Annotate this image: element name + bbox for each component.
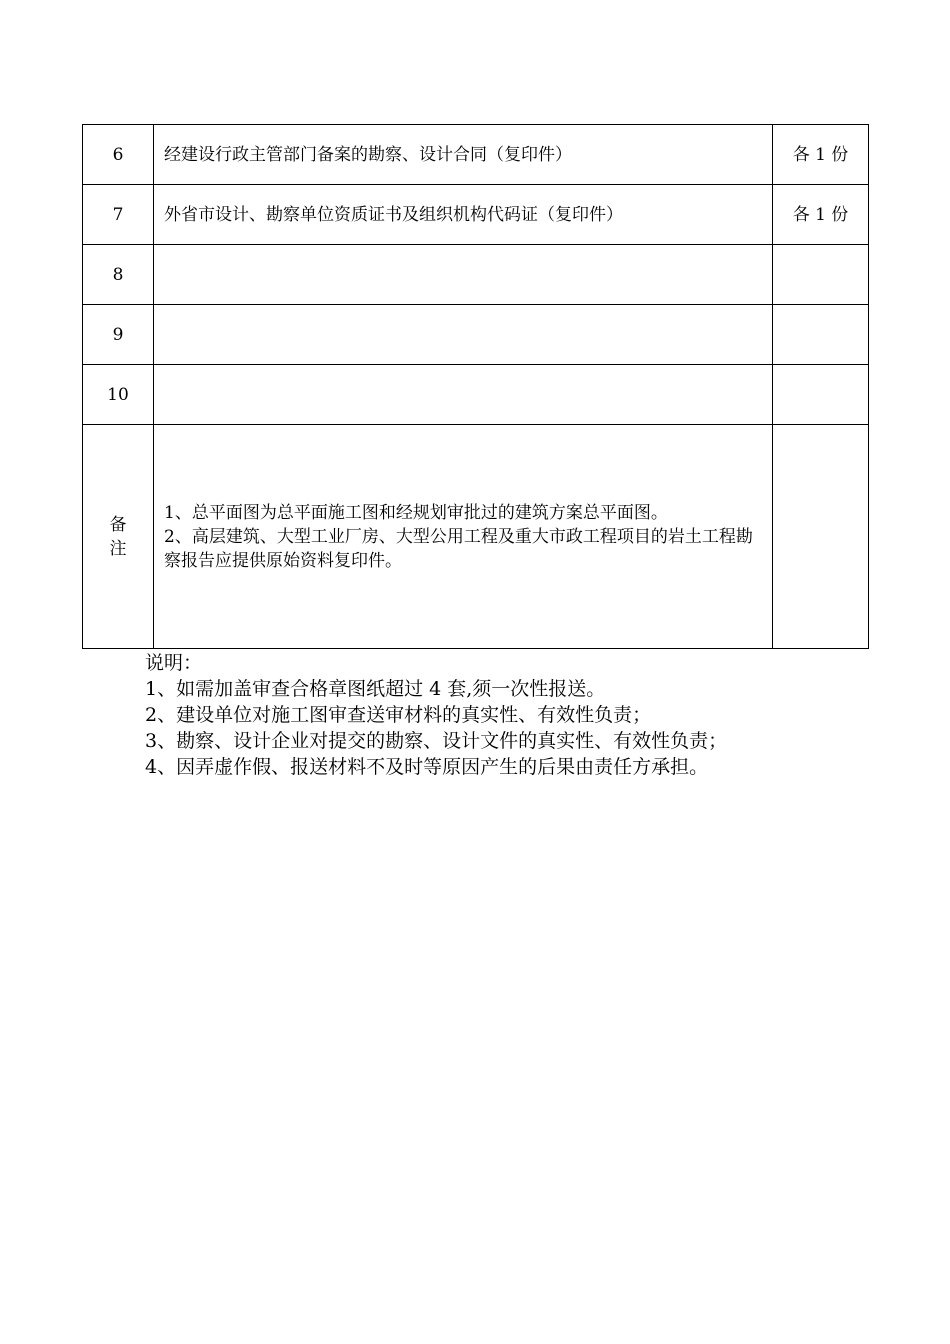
materials-table [82, 124, 869, 649]
material-name [154, 245, 773, 305]
row-number: 7 [83, 185, 154, 245]
row-number: 8 [83, 245, 154, 305]
table-row [83, 365, 869, 425]
material-name [154, 305, 773, 365]
remarks-label [83, 425, 154, 649]
material-quantity [773, 365, 869, 425]
table-row [83, 245, 869, 305]
remarks-line: 2、高层建筑、大型工业厂房、大型公用工程及重大市政工程项目的岩土工程勘察报告应提供原始资料复印件。 [164, 526, 753, 571]
note-item: 3、勘察、设计企业对提交的勘察、设计文件的真实性、有效性负责； [145, 730, 728, 752]
notes-heading: 说明： [145, 652, 203, 674]
table-row [83, 305, 869, 365]
note-item: 4、因弄虚作假、报送材料不及时等原因产生的后果由责任方承担。 [145, 756, 709, 778]
material-quantity [773, 305, 869, 365]
remarks-label-char: 备 [109, 514, 127, 535]
material-quantity: 各 1 份 [773, 185, 869, 245]
remarks-row [83, 425, 869, 649]
material-quantity [773, 245, 869, 305]
material-quantity: 各 1 份 [773, 125, 869, 185]
material-name: 经建设行政主管部门备案的勘察、设计合同（复印件） [154, 125, 773, 185]
table-row [83, 185, 869, 245]
row-number: 10 [83, 365, 154, 425]
table-row [83, 125, 869, 185]
remarks-label-char: 注 [109, 538, 127, 559]
material-name [154, 365, 773, 425]
row-number: 6 [83, 125, 154, 185]
note-item: 1、如需加盖审查合格章图纸超过 4 套,须一次性报送。 [145, 678, 606, 700]
note-item: 2、建设单位对施工图审查送审材料的真实性、有效性负责； [145, 704, 652, 726]
notes-section [145, 650, 727, 780]
row-number: 9 [83, 305, 154, 365]
remarks-text [154, 425, 773, 649]
remarks-quantity [773, 425, 869, 649]
material-name: 外省市设计、勘察单位资质证书及组织机构代码证（复印件） [154, 185, 773, 245]
remarks-line: 1、总平面图为总平面施工图和经规划审批过的建筑方案总平面图。 [164, 502, 668, 523]
